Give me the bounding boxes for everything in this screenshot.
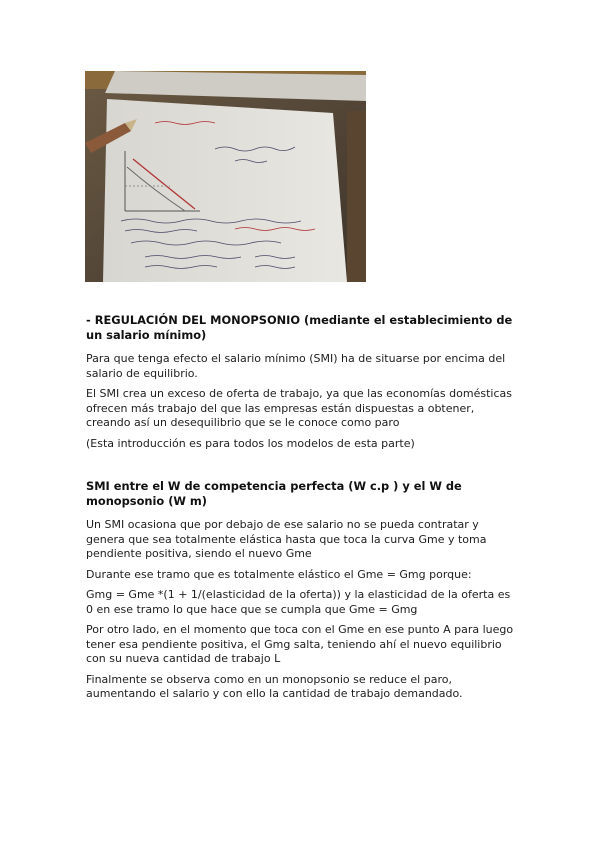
notes-photo-illustration	[85, 71, 366, 282]
section-heading-smi: SMI entre el W de competencia perfecta (W c.p ) y el W de monopsonio (W m)	[86, 479, 462, 508]
section-heading-regulacion: - REGULACIÓN DEL MONOPSONIO (mediante el establecimiento de un salario mínimo)	[86, 313, 513, 342]
paragraph: Un SMI ocasiona que por debajo de ese salario no se pueda contratar y genera que sea totalmente elástica hasta que toca la curva Gme y toma pendiente positiva, siendo el nuevo Gme	[86, 518, 487, 560]
paragraph: Durante ese tramo que es totalmente elástico el Gme = Gmg porque:	[86, 567, 472, 581]
paragraph: (Esta introducción es para todos los modelos de esta parte)	[86, 436, 415, 450]
handwritten-notes-photo	[85, 71, 366, 282]
document-text	[86, 313, 516, 708]
paragraph: Gmg = Gme *(1 + 1/(elasticidad de la oferta)) y la elasticidad de la oferta es 0 en ese tramo lo que hace que se cumpla que Gme = Gmg	[86, 588, 511, 616]
paragraph: El SMI crea un exceso de oferta de trabajo, ya que las economías domésticas ofrecen más trabajo del que las empresas están dispuestas a obtener, creando así un desequilibrio que se le conoce como paro	[86, 387, 512, 429]
spacer	[86, 457, 516, 479]
paragraph: Para que tenga efecto el salario mínimo (SMI) ha de situarse por encima del salario de equilibrio.	[86, 352, 506, 380]
paragraph: Finalmente se observa como en un monopsonio se reduce el paro, aumentando el salario y con ello la cantidad de trabajo demandado.	[86, 672, 463, 700]
paragraph: Por otro lado, en el momento que toca con el Gme en ese punto A para luego tener esa pendiente positiva, el Gmg salta, teniendo ahí el nuevo equilibrio con su nueva cantidad de trabajo L	[86, 623, 514, 665]
